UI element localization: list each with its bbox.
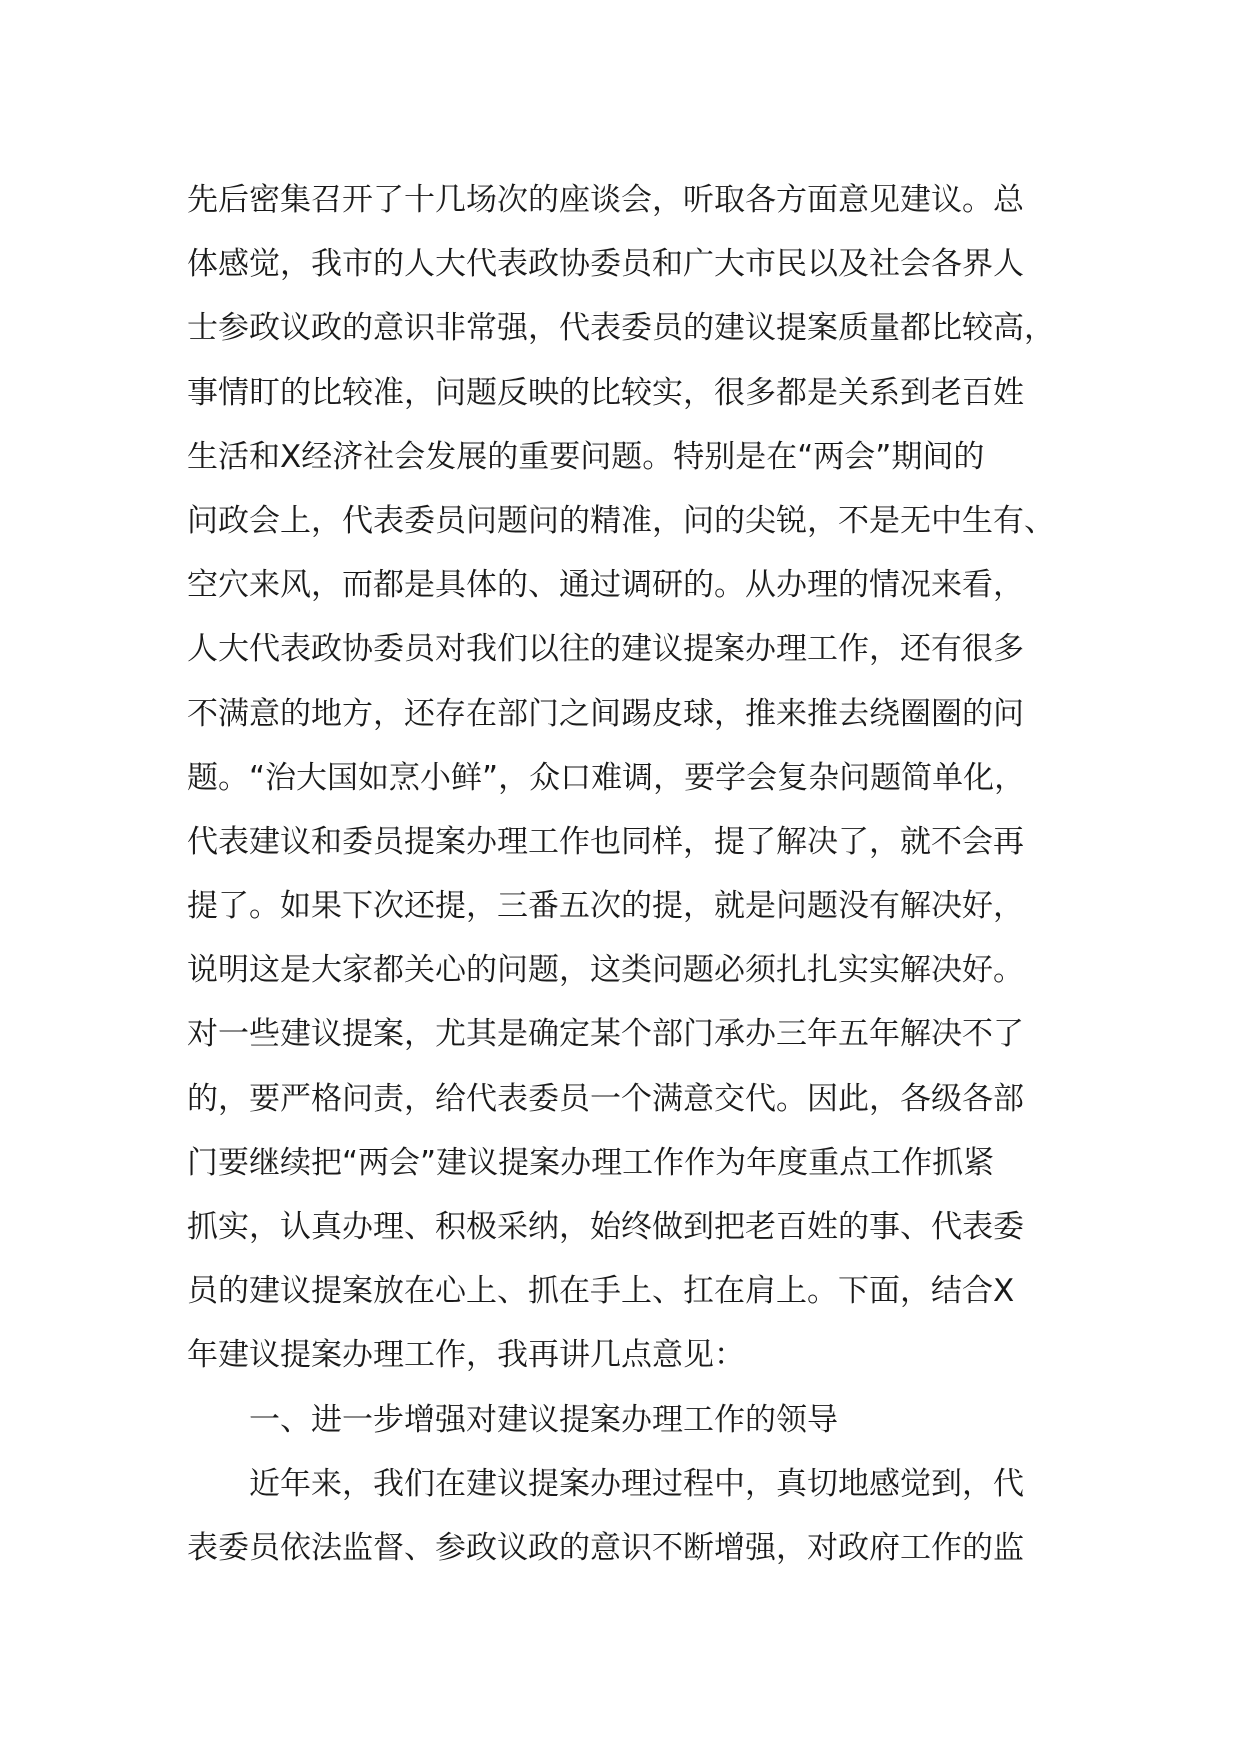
- text-line: 提了。如果下次还提，三番五次的提，就是问题没有解决好，: [187, 888, 1024, 925]
- text-line: 对一些建议提案，尤其是确定某个部门承办三年五年解决不了: [187, 1016, 1024, 1053]
- text-line: 门要继续把“两会”建议提案办理工作作为年度重点工作抓紧: [187, 1144, 995, 1181]
- text-line: 空穴来风，而都是具体的、通过调研的。从办理的情况来看，: [187, 567, 1024, 604]
- text-line: 说明这是大家都关心的问题，这类问题必须扎扎实实解决好。: [187, 952, 1024, 989]
- text-line: 不满意的地方，还存在部门之间踢皮球，推来推去绕圈圈的问: [187, 695, 1024, 732]
- text-line: 的，要严格问责，给代表委员一个满意交代。因此，各级各部: [187, 1080, 1024, 1117]
- text-line: 题。“治大国如烹小鲜”，众口难调，要学会复杂问题简单化，: [187, 759, 1026, 796]
- text-line: 员的建议提案放在心上、抓在手上、扛在肩上。下面，结合X: [187, 1273, 1015, 1310]
- text-line: 近年来，我们在建议提案办理过程中，真切地感觉到，代: [249, 1465, 1024, 1502]
- text-line: 抓实，认真办理、积极采纳，始终做到把老百姓的事、代表委: [187, 1209, 1024, 1245]
- text-line: 年建议提案办理工作，我再讲几点意见：: [187, 1337, 745, 1374]
- text-line: 代表建议和委员提案办理工作也同样，提了解决了，就不会再: [187, 823, 1024, 860]
- text-line: 表委员依法监督、参政议政的意识不断增强，对政府工作的监: [187, 1529, 1024, 1566]
- text-line: 事情盯的比较准，问题反映的比较实，很多都是关系到老百姓: [187, 374, 1024, 411]
- section-heading: 一、进一步增强对建议提案办理工作的领导: [249, 1401, 838, 1438]
- document-body: [187, 168, 1087, 1580]
- text-line: 体感觉，我市的人大代表政协委员和广大市民以及社会各界人: [187, 246, 1024, 283]
- text-line: 士参政议政的意识非常强，代表委员的建议提案质量都比较高，: [187, 310, 1055, 347]
- text-line: 生活和X经济社会发展的重要问题。特别是在“两会”期间的: [187, 438, 985, 475]
- text-line: 人大代表政协委员对我们以往的建议提案办理工作，还有很多: [187, 631, 1024, 668]
- text-line: 先后密集召开了十几场次的座谈会，听取各方面意见建议。总: [187, 182, 1024, 218]
- text-line: 问政会上，代表委员问题问的精准，问的尖锐，不是无中生有、: [187, 502, 1055, 539]
